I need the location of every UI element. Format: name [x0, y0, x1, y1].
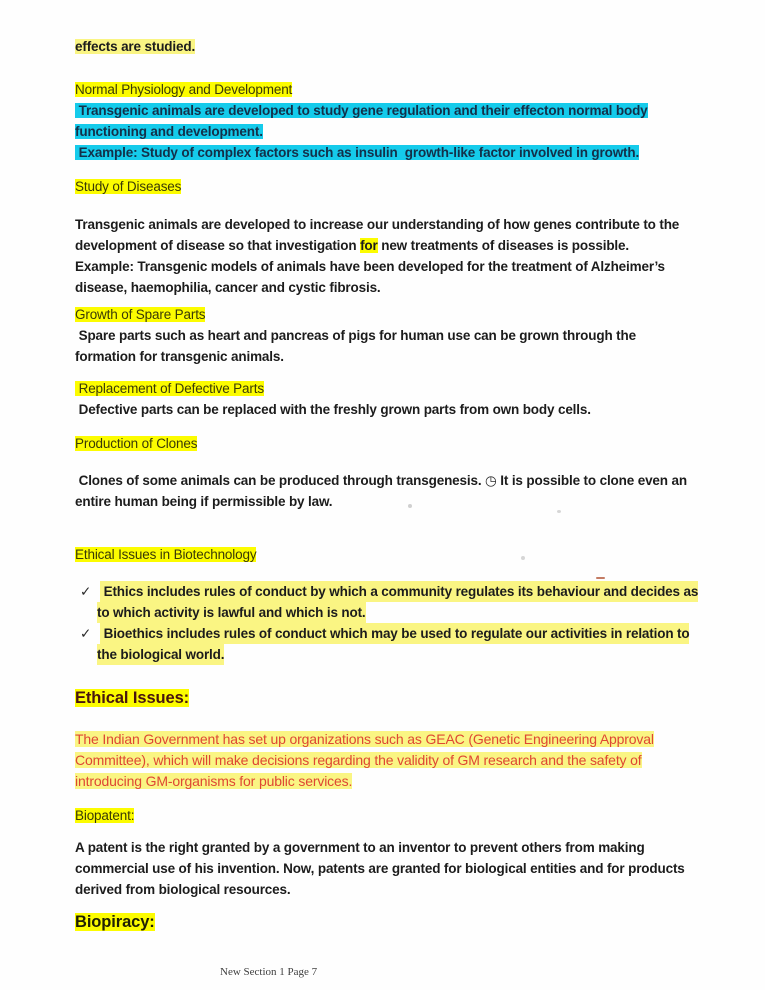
section-heading-replacement: Replacement of Defective Parts — [75, 381, 264, 396]
scan-speck — [408, 504, 412, 508]
body-line: Defective parts can be replaced with the freshly grown parts from own body cells. — [75, 402, 591, 417]
body-line-red: introducing GM-organisms for public services. — [75, 773, 353, 789]
bullet-item: ✓ Bioethics includes rules of conduct which may be used to regulate our activities in relation to — [75, 623, 720, 644]
section-heading-study-of-diseases: Study of Diseases — [75, 179, 182, 194]
footer-page-label: New Section 1 Page 7 — [220, 966, 318, 978]
bullet-item-continuation: to which activity is lawful and which is not. — [75, 602, 720, 623]
body-line: disease, haemophilia, cancer and cystic fibrosis. — [75, 280, 381, 295]
intro-text: effects are studied. — [75, 39, 196, 54]
section-heading-spare-parts: Growth of Spare Parts — [75, 307, 206, 322]
body-line: Example: Study of complex factors such as insulin growth-like factor involved in growth. — [75, 145, 640, 160]
bullet-item: ✓ Ethics includes rules of conduct by which a community regulates its behaviour and decides as — [75, 581, 720, 602]
intro-line — [75, 36, 720, 57]
section-heading-ethical-issues: Ethical Issues: — [75, 689, 190, 707]
body-line: derived from biological resources. — [75, 882, 291, 897]
body-line: A patent is the right granted by a government to an inventor to prevent others from making — [75, 840, 645, 855]
body-line-red: The Indian Government has set up organizations such as GEAC (Genetic Engineering Approval — [75, 731, 654, 747]
bullet-item-continuation: the biological world. — [75, 644, 720, 665]
body-line-red: Committee), which will make decisions regarding the validity of GM research and the safety of — [75, 752, 642, 768]
body-line: Spare parts such as heart and pancreas of pigs for human use can be grown through the — [75, 328, 636, 343]
scan-speck — [596, 577, 605, 579]
document-content — [75, 36, 720, 934]
body-line: Transgenic animals are developed to increase our understanding of how genes contribute to the — [75, 217, 680, 232]
section-heading-normal-physiology: Normal Physiology and Development — [75, 82, 293, 97]
section-heading-biopatent: Biopatent: — [75, 808, 135, 823]
scan-speck — [521, 556, 525, 560]
scan-speck — [557, 510, 561, 513]
body-line: Example: Transgenic models of animals have been developed for the treatment of Alzheimer’s — [75, 259, 665, 274]
body-line: functioning and development. — [75, 124, 263, 139]
body-line: entire human being if permissible by law. — [75, 494, 333, 509]
clock-face-icon: ◷ — [485, 473, 497, 488]
checkmark-icon: ✓ — [80, 626, 92, 641]
body-line: commercial use of his invention. Now, patents are granted for biological entities and for products — [75, 861, 685, 876]
section-heading-ethical-issues-bio: Ethical Issues in Biotechnology — [75, 547, 257, 562]
checkmark-icon: ✓ — [80, 584, 92, 599]
highlighted-word-for: for — [360, 238, 378, 253]
body-line: formation for transgenic animals. — [75, 349, 284, 364]
body-line: Transgenic animals are developed to study gene regulation and their effecton normal body — [75, 103, 648, 118]
body-line: development of disease so that investigation for new treatments of diseases is possible. — [75, 238, 629, 253]
body-line: Clones of some animals can be produced through transgenesis. ◷ It is possible to clone even an — [75, 473, 687, 488]
section-heading-biopiracy: Biopiracy: — [75, 913, 155, 931]
section-heading-clones: Production of Clones — [75, 436, 198, 451]
